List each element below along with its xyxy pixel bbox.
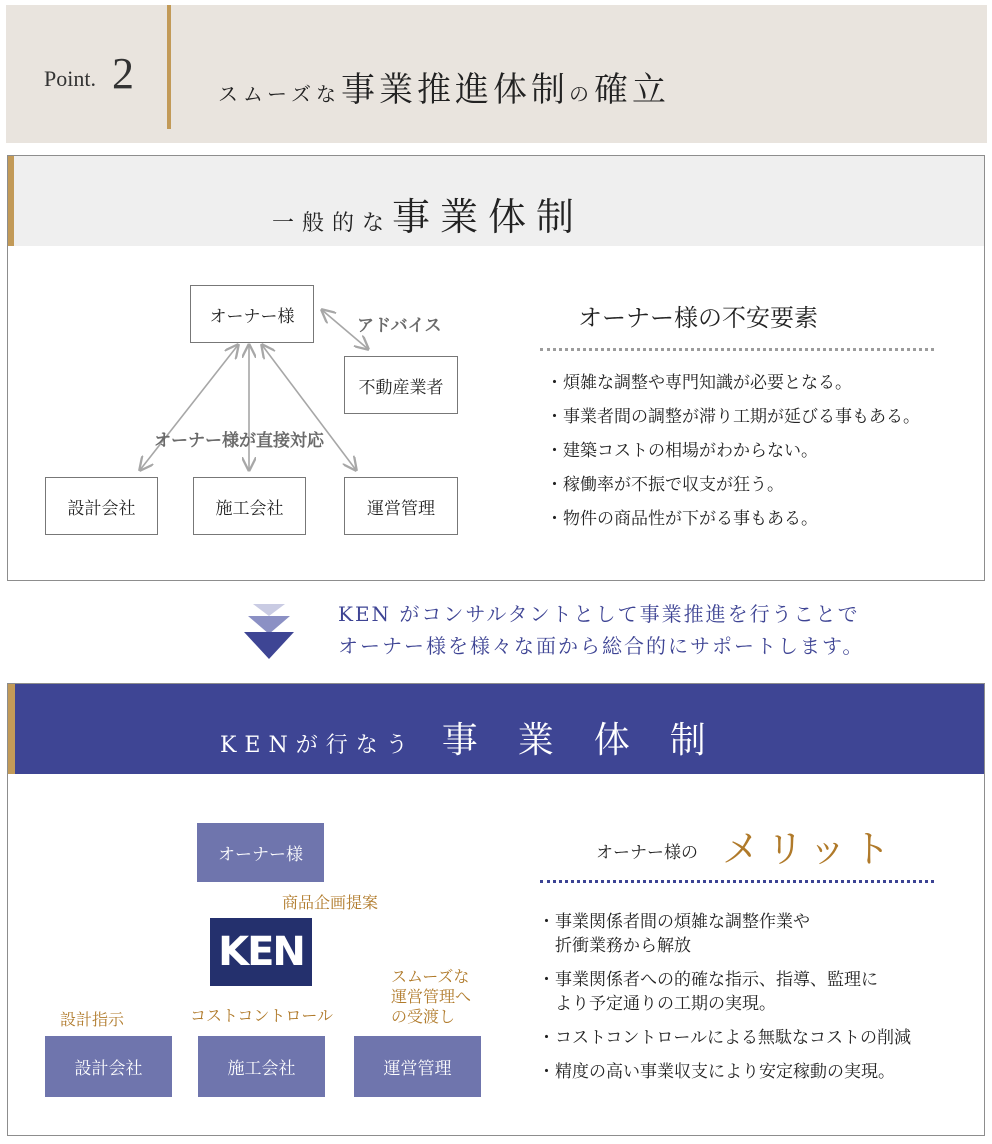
header-title-part2: 事業推進体制: [341, 70, 569, 110]
merit-line: ・事業関係者への的確な指示、指導、監理に: [538, 970, 878, 990]
merit-line: ・精度の高い事業収支により安定稼動の実現。: [538, 1062, 895, 1082]
down-arrow-icon: [244, 604, 294, 660]
header-title-part4: 確立: [594, 70, 670, 110]
list-item: [538, 910, 911, 958]
smooth-handover-label: [391, 967, 471, 1027]
smooth-handover-line1: スムーズな: [391, 967, 470, 986]
realestate-box: 不動産業者: [344, 356, 458, 414]
merit-line: 折衝業務から解放: [538, 936, 691, 956]
ken-support-line2: オーナー様を様々な面から総合的にサポートします。: [338, 634, 865, 658]
anxiety-list: [546, 366, 920, 536]
list-item: ・煩雑な調整や専門知識が必要となる。: [546, 373, 852, 393]
design-instruction-label: 設計指示: [60, 1010, 125, 1029]
smooth-handover-line3: の受渡し: [391, 1007, 456, 1026]
header-title-part3: の: [569, 82, 594, 106]
ken-logo: KEN: [210, 918, 312, 986]
merit-line: ・事業関係者間の煩雑な調整作業や: [538, 912, 810, 932]
ken-support-line1: KEN がコンサルタントとして事業推進を行うことで: [338, 602, 860, 626]
merit-title-prefix: オーナー様の: [596, 843, 698, 863]
ken-title-small: KENが行なう: [220, 733, 416, 758]
ken-construction-company-box: 施工会社: [198, 1036, 325, 1097]
arrow-owner-management: [262, 345, 356, 470]
general-title-small: 一般的な: [272, 211, 393, 236]
ken-accent-bar: [8, 684, 15, 774]
ken-structure-title: [220, 712, 708, 763]
ken-support-message: [338, 598, 864, 662]
anxiety-title: オーナー様の不安要素: [578, 304, 818, 332]
general-title-big: 事業体制: [392, 195, 585, 239]
list-item: ・物件の商品性が下がる事もある。: [546, 509, 818, 529]
direct-response-label: オーナー様が直接対応: [154, 431, 324, 451]
cost-control-label: コストコントロール: [190, 1006, 334, 1025]
merit-line: より予定通りの工期の実現。: [538, 994, 776, 1014]
product-plan-label: 商品企画提案: [282, 893, 379, 912]
owner-box: オーナー様: [190, 285, 314, 343]
list-item: [538, 1060, 911, 1084]
merit-list: [538, 910, 911, 1094]
list-item: [538, 968, 911, 1016]
merit-title: メリット: [722, 827, 897, 871]
ken-design-company-box: 設計会社: [45, 1036, 172, 1097]
point-label: Point.: [44, 66, 96, 91]
anxiety-divider: [540, 348, 934, 351]
construction-company-box: 施工会社: [193, 477, 306, 535]
ken-management-box: 運営管理: [354, 1036, 481, 1097]
arrow-owner-design: [140, 345, 238, 470]
merit-line: ・コストコントロールによる無駄なコストの削減: [538, 1028, 911, 1048]
list-item: ・建築コストの相場がわからない。: [546, 441, 818, 461]
header-title-part1: スムーズな: [218, 82, 341, 106]
list-item: ・稼働率が不振で収支が狂う。: [546, 475, 784, 495]
ken-title-big: 事 業 体 制: [441, 720, 708, 761]
design-company-box: 設計会社: [45, 477, 158, 535]
merit-divider: [540, 880, 934, 883]
list-item: ・事業者間の調整が滞り工期が延びる事もある。: [546, 407, 920, 427]
ken-owner-box: オーナー様: [197, 823, 324, 882]
management-box: 運営管理: [344, 477, 458, 535]
point-number: 2: [112, 49, 134, 98]
smooth-handover-line2: 運営管理へ: [391, 987, 472, 1006]
advice-label: アドバイス: [357, 316, 442, 336]
list-item: [538, 1026, 911, 1050]
